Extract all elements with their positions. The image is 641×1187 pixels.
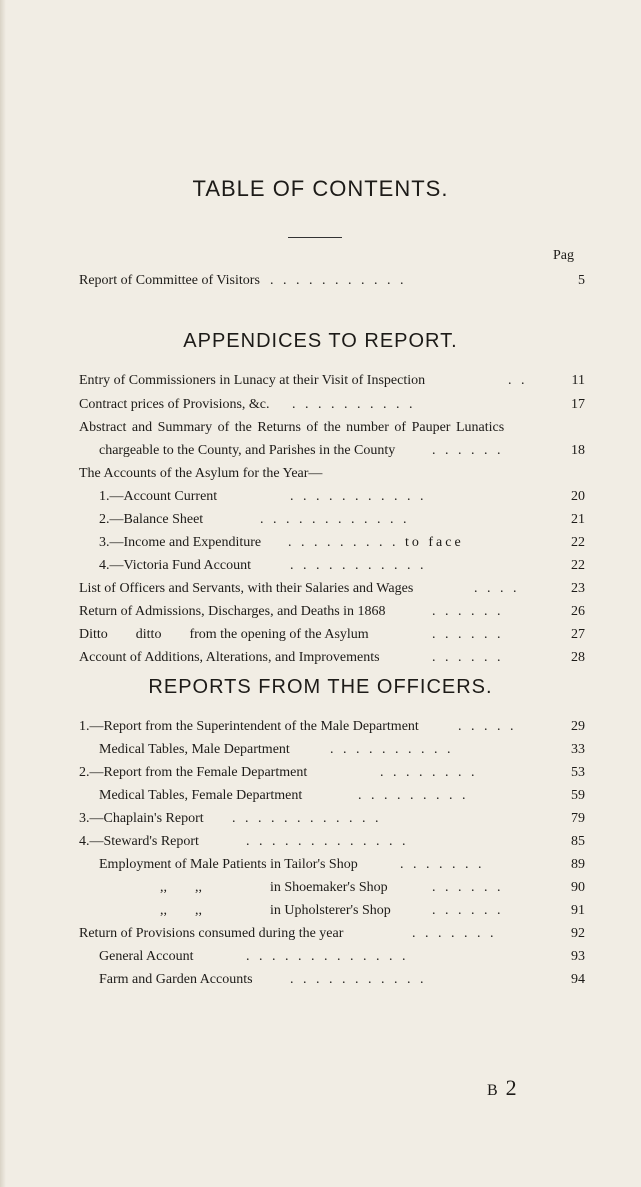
entry-dots: . . . . . . . . . . . — [270, 273, 407, 288]
entry-page: 11 — [571, 373, 585, 388]
toc-entry — [0, 648, 641, 668]
toc-entry — [0, 579, 641, 599]
entry-dots: . . . . . . . . . to face — [288, 535, 464, 550]
entry-text: 1.—Account Current — [99, 489, 218, 504]
entry-dots: . . . . . . . . . — [358, 788, 469, 803]
entry-text: 4.—Steward's Report — [79, 834, 199, 849]
page-title: TABLE OF CONTENTS. — [192, 176, 449, 201]
toc-entry — [0, 533, 641, 553]
toc-entry — [0, 763, 641, 783]
toc-entry — [0, 271, 641, 291]
entry-dots: . . . . . . . — [412, 926, 497, 941]
entry-page: 59 — [571, 788, 585, 803]
entry-dots: . . . . . . . . . . . . . — [246, 949, 409, 964]
toc-entry — [0, 809, 641, 829]
toc-entry — [0, 970, 641, 990]
ditto-marks: ,, ,, — [160, 880, 202, 895]
entry-page: 22 — [571, 535, 585, 550]
title-rule — [288, 237, 342, 238]
entry-text: The Accounts of the Asylum for the Year— — [79, 466, 323, 481]
entry-dots: . . . . . . . . . . . — [290, 558, 427, 573]
entry-dots: . . . . . . — [432, 604, 504, 619]
toc-entry — [0, 371, 641, 391]
entry-dots: . . . . . . . . — [380, 765, 478, 780]
entry-page: 79 — [571, 811, 585, 826]
toc-entry — [0, 901, 641, 921]
entry-dots: . . . . . . . . . . . — [290, 489, 427, 504]
entry-page: 91 — [571, 903, 585, 918]
entry-dots: . . . . . . — [432, 627, 504, 642]
entry-text: Employment of Male Patients in Tailor's Shop — [99, 857, 358, 872]
entry-text: Farm and Garden Accounts — [99, 972, 253, 987]
entry-text: 4.—Victoria Fund Account — [99, 558, 251, 573]
folio-signature-letter: B — [487, 1082, 498, 1099]
toc-entry — [0, 395, 641, 415]
officers-heading: REPORTS FROM THE OFFICERS. — [148, 676, 493, 698]
entry-text: in Upholsterer's Shop — [270, 903, 391, 918]
toc-entry — [0, 855, 641, 875]
entry-dots: . . . . . . . . . . . — [290, 972, 427, 987]
entry-text: General Account — [99, 949, 194, 964]
page-folio — [487, 1075, 517, 1101]
entry-page: 5 — [578, 273, 585, 288]
entry-page: 27 — [571, 627, 585, 642]
page-column-label: Pag — [553, 248, 574, 263]
entry-text: Return of Provisions consumed during the year — [79, 926, 344, 941]
entry-text: chargeable to the County, and Parishes in the County — [99, 443, 396, 458]
entry-text: List of Officers and Servants, with their Salaries and Wages — [79, 581, 414, 596]
entry-text: in Shoemaker's Shop — [270, 880, 388, 895]
entry-dots: . . . . . . . . . . . . — [232, 811, 382, 826]
folio-number: 2 — [505, 1075, 517, 1100]
toc-entry — [0, 418, 641, 438]
toc-entry — [0, 510, 641, 530]
entry-page: 33 — [571, 742, 585, 757]
entry-page: 17 — [571, 397, 585, 412]
toc-entry — [0, 924, 641, 944]
entry-text: Ditto ditto from the opening of the Asylum — [79, 627, 369, 642]
entry-text: Medical Tables, Female Department — [99, 788, 303, 803]
entry-text: Report of Committee of Visitors — [79, 273, 260, 288]
entry-dots: . . . . . . — [432, 880, 504, 895]
entry-dots: . . . . . . . . . . . . — [260, 512, 410, 527]
entry-page: 22 — [571, 558, 585, 573]
entry-dots: . . . . . . — [432, 903, 504, 918]
entry-dots: . . . . . . . . . . — [330, 742, 454, 757]
entry-dots: . . . . . . — [432, 443, 504, 458]
toc-entry — [0, 786, 641, 806]
entry-dots: . . . . — [474, 581, 520, 596]
entry-text: Account of Additions, Alterations, and Improvements — [79, 650, 380, 665]
entry-page: 23 — [571, 581, 585, 596]
entry-page: 92 — [571, 926, 585, 941]
entry-text: 3.—Chaplain's Report — [79, 811, 204, 826]
entry-text: Entry of Commissioners in Lunacy at their Visit of Inspection — [79, 373, 426, 388]
toc-entry — [0, 625, 641, 645]
entry-page: 20 — [571, 489, 585, 504]
entry-dots: . . — [508, 373, 528, 388]
entry-text: 1.—Report from the Superintendent of the Male Department — [79, 719, 419, 734]
entry-page: 26 — [571, 604, 585, 619]
entry-dots: . . . . . — [458, 719, 517, 734]
entry-page: 21 — [571, 512, 585, 527]
toc-entry — [0, 717, 641, 737]
entry-page: 93 — [571, 949, 585, 964]
entry-page: 29 — [571, 719, 585, 734]
entry-page: 53 — [571, 765, 585, 780]
toc-entry — [0, 464, 641, 484]
entry-page: 94 — [571, 972, 585, 987]
toc-entry — [0, 878, 641, 898]
ditto-marks: ,, ,, — [160, 903, 202, 918]
entry-dots: . . . . . . — [432, 650, 504, 665]
appendices-heading: APPENDICES TO REPORT. — [183, 330, 458, 352]
toc-entry — [0, 832, 641, 852]
toc-entry — [0, 602, 641, 622]
entry-page: 90 — [571, 880, 585, 895]
entry-text: 2.—Balance Sheet — [99, 512, 204, 527]
toc-entry — [0, 487, 641, 507]
entry-page: 85 — [571, 834, 585, 849]
toc-entry — [0, 947, 641, 967]
toc-entry — [0, 441, 641, 461]
toc-entry — [0, 740, 641, 760]
entry-text: Return of Admissions, Discharges, and Deaths in 1868 — [79, 604, 386, 619]
toc-entry — [0, 556, 641, 576]
entry-text: 3.—Income and Expenditure — [99, 535, 262, 550]
entry-text: Abstract and Summary of the Returns of the number of Pauper Lunatics — [79, 420, 505, 435]
entry-page: 28 — [571, 650, 585, 665]
entry-text: Contract prices of Provisions, &c. — [79, 397, 270, 412]
entry-dots: . . . . . . . . . . — [292, 397, 416, 412]
entry-dots: . . . . . . . — [400, 857, 485, 872]
entry-page: 89 — [571, 857, 585, 872]
entry-page: 18 — [571, 443, 585, 458]
entry-dots: . . . . . . . . . . . . . — [246, 834, 409, 849]
entry-text: 2.—Report from the Female Department — [79, 765, 308, 780]
entry-text: Medical Tables, Male Department — [99, 742, 290, 757]
